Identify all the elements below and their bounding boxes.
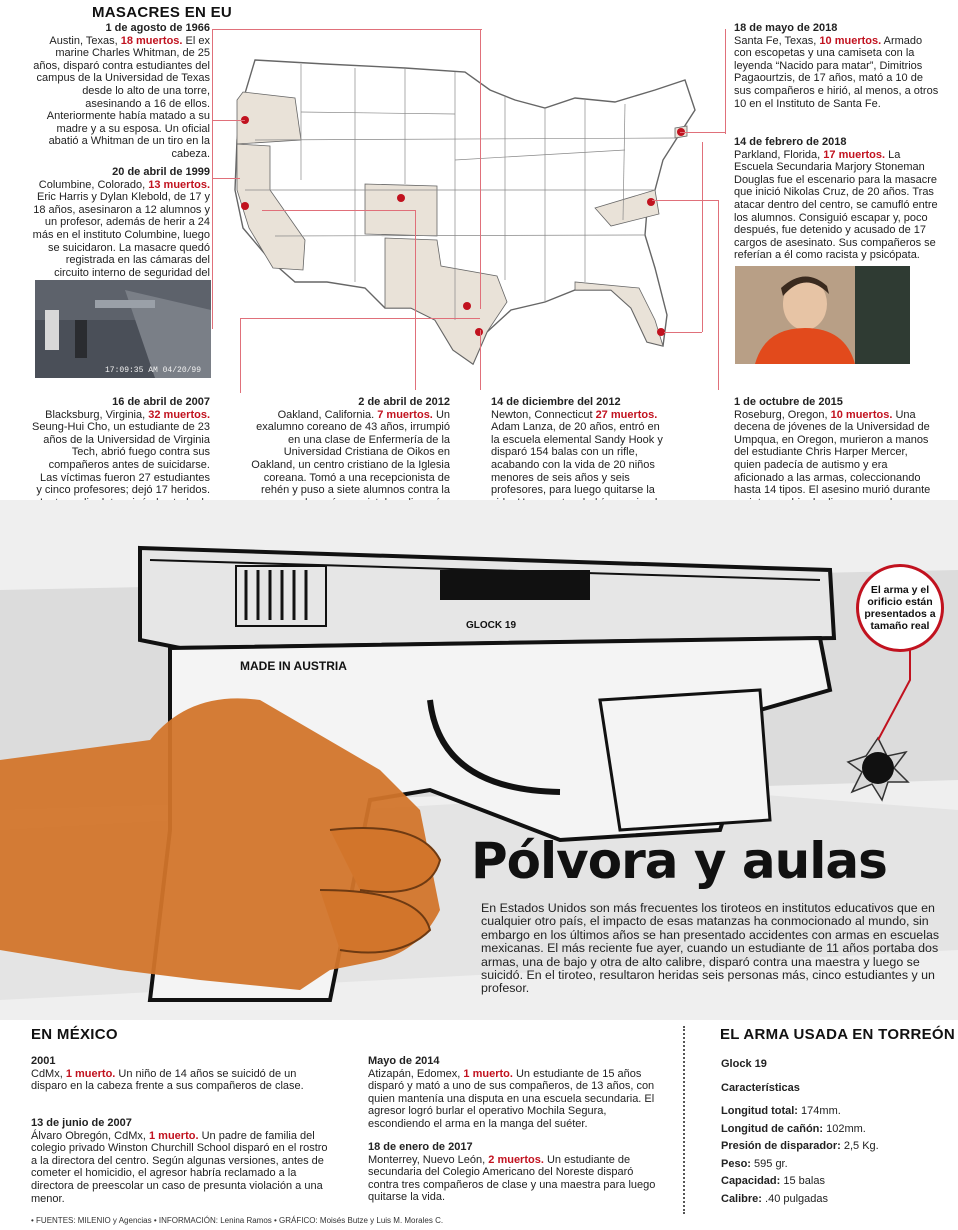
photo-timestamp: 17:09:35 AM 04/20/99 [105,366,202,375]
event-roseburg: 1 de octubre de 2015 Roseburg, Oregon, 10 muertos. Una decena de jóvenes de la Universidad de Umpqua, en Oregon, murieron a manos del estudiante Chris Harper Mercer, quien padecía de autismo y era aficionado a las armas, coleccionando hasta 14 tipos. El asesino murió durante [734,396,931,497]
weapon-subtitle: Características [721,1082,800,1094]
event-columbine: 20 de abril de 1999 Columbine, Colorado, 13 muertos. Eric Harris y Dylan Klebold, de 17 y 18 años, asesinaron a 12 alumnos y un profesor, además de herir a 24 más en el instituto Columbine, luego se suicidaron. La masacre quedó registrada en las cámaras del circuito interno de seguridad del [32,166,210,279]
us-map [215,20,715,385]
mexico-item-2001: 2001 CdMx, 1 muerto. Un niño de 14 años se suicidó de un disparo en la cabeza frente a sus compañeros de clase. [31,1055,304,1093]
event-oakland: 2 de abril de 2012 Oakland, California. 7 muertos. Un exalumno coreano de 43 años, irrumpió en una clase de Enfermería de la Universidad Cristiana de Oikos en Oakland, un centro cristiano de la Iglesia coreana. Tomó a una recepcionista de rehén y puso a siete alumnos contra la [251,396,450,497]
spec-row: Longitud de cañón: 102mm. [721,1122,866,1135]
spec-row: Peso: 595 gr. [721,1157,788,1170]
event-virginia-tech: 16 de abril de 2007 Blacksburg, Virginia, 32 muertos. Seung-Hui Cho, un estudiante de 23 años de la Universidad de Virginia Tech, abrió fuego contra sus compañeros antes de suicidarse. Las víctimas fueron 27 estudiantes y cinco profesores; dejó 17 heridos. [32,396,210,497]
spec-row: Capacidad: 15 balas [721,1175,825,1187]
size-callout-text: El arma y el orificio están presentados a tamaño real [864,584,936,632]
intro-paragraph: En Estados Unidos son más frecuentes los tiroteos en institutos educativos que en cualquier otro país, el impacto de esas matanzas ha conmocionado al mundo, sin embargo en los últimos años se han presentado accidentes con armas en escuelas mexicanas. El más reciente fue ayer, cuando un estudiante de 11 años portaba dos armas, una de bajo y otra de alto calibre, disparó contra una maestra y luego se suicidó. En el tiroteo, resultaron heridas seis personas más, cinco estudiantes y un profesor. [481,901,940,996]
columbine-cctv-photo [35,280,211,378]
slide-marking: GLOCK 19 [466,620,517,631]
mexico-item-2007: 13 de junio de 2007 Álvaro Obregón, CdMx, 1 muerto. Un padre de familia del colegio privado Winston Churchill School disparó en el rostro a la directora del centro. Según algunas versiones, antes de cometer el homicidio, el agresor habría reclamado a la directora de preescolar un caso de presunta violación a una menor. [31,1117,328,1205]
section-title-us: MASACRES EN EU [92,4,233,21]
event-sandy-hook: 14 de diciembre del 2012 Newton, Connecticut 27 muertos. Adam Lanza, de 20 años, entró en la escuela elemental Sandy Hook y disparó 154 balas con un rifle, acabando con la vida de 20 niños menores de seis años y seis profesores, para luego quitarse la [491,396,663,497]
marker-oakland [241,202,249,210]
headline: Pólvora y aulas [471,832,887,890]
spec-row: Longitud total: 174mm. [721,1105,841,1117]
marker-austin [463,302,471,310]
event-parkland: 14 de febrero de 2018 Parkland, Florida, 17 muertos. La Escuela Secundaria Marjory Stoneman Douglas fue el escenario para la masacre que inició Nikolas Cruz, de 20 años. Tras atacar dentro del centro, se camufló entre los alumnos. Consiguió escapar y, poco después, fue detenido y acusado de 17 cargos de asesinato. Sus compañeros se referían a él como racista y psicópata. [734,136,938,262]
mexico-item-2014: Mayo de 2014 Atizapán, Edomex, 1 muerto. Un estudiante de 15 años disparó y mató a uno de sus compañeros, de 13 años, con quien mantenía una disputa en una escuela secundaria. El agresor logró burlar el operativo Mochila Segura, escondiendo el arma en la manga del suéter. [368,1055,655,1130]
mexico-item-2017: 18 de enero de 2017 Monterrey, Nuevo León, 2 muertos. Un estudiante de secundaria del Colegio Americano del Noreste disparó contra tres compañeros de clase y una maestra para luego quitarse la vida. [368,1141,656,1204]
weapon-model: Glock 19 [721,1058,767,1070]
weapon-specs [721,1103,941,1208]
made-in-marking: MADE IN AUSTRIA [240,659,347,673]
marker-colorado [397,194,405,202]
event-santa-fe: 18 de mayo de 2018 Santa Fe, Texas, 10 muertos. Armado con escopetas y una camiseta con la leyenda “Nacido para matar”, Dimitrios Pagaourtzis, de 17 años, mató a 10 de sus compañeros e hirió, al menos, a otros 10 en el Instituto de Santa Fe. [734,22,939,110]
marker-santafe [475,328,483,336]
parkland-shooter-photo [735,266,910,364]
spec-row: Presión de disparador: 2,5 Kg. [721,1140,879,1152]
column-divider [683,1026,685,1214]
size-callout [856,564,944,652]
footer-credits: • FUENTES: MILENIO y Agencias • INFORMACIÓN: Lenina Ramos • GRÁFICO: Moisés Butze y Luis M. Morales C. [31,1216,444,1225]
section-title-weapon: EL ARMA USADA EN TORREÓN [720,1026,955,1043]
spec-row: Calibre: .40 pulgadas [721,1192,829,1205]
section-title-mexico: EN MÉXICO [31,1026,118,1043]
event-austin: 1 de agosto de 1966 Austin, Texas, 18 muertos. El ex marine Charles Whitman, de 25 años, disparó contra estudiantes del campus de la Universidad de Texas desde lo alto de una torre, asesinando a 16 de ellos. Anteriormente había matado a su madre y a su esposa. Un oficial abatió a Whitman de un tiro en la cabeza. [33,22,210,160]
